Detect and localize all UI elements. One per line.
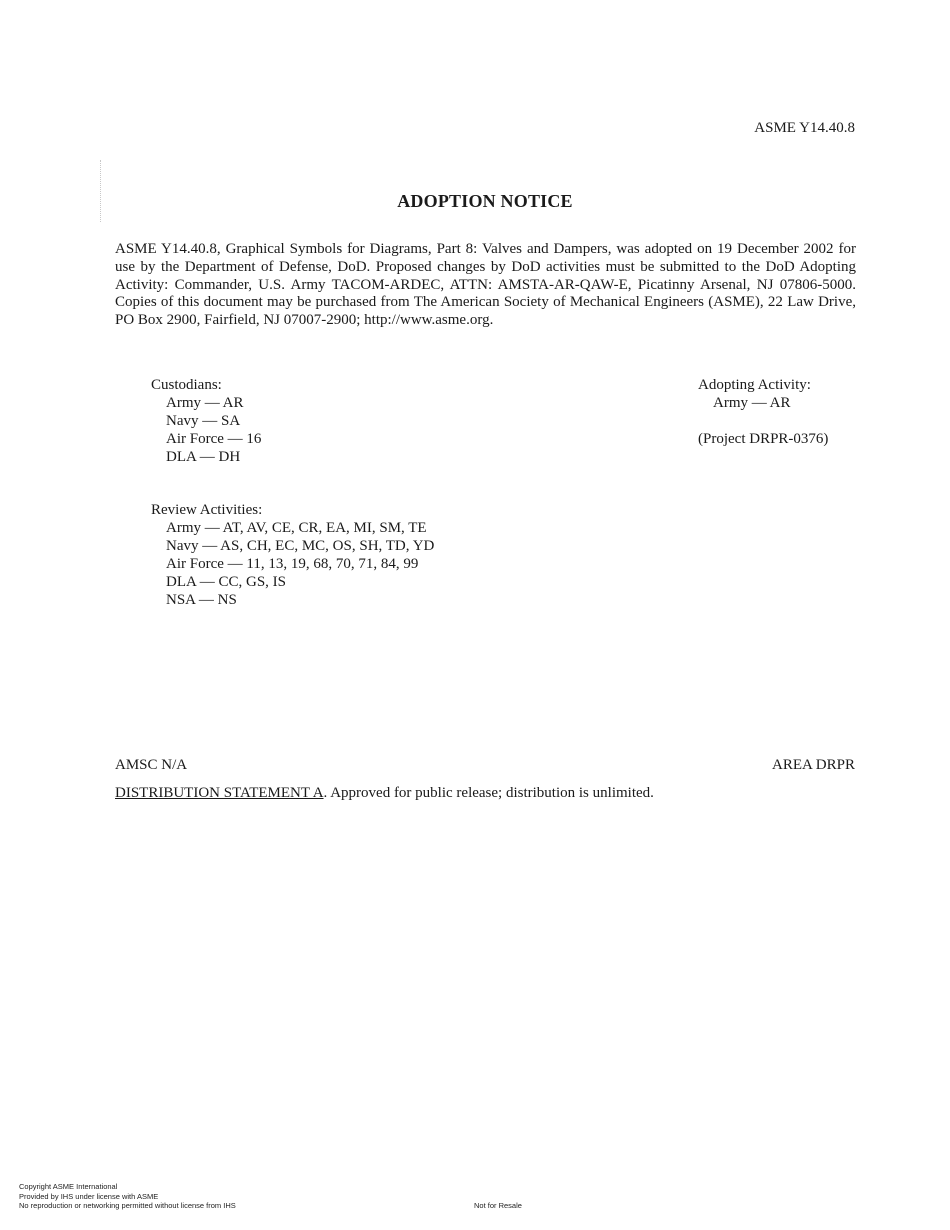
document-id: ASME Y14.40.8: [754, 120, 855, 136]
adopting-activity-heading: Adopting Activity:: [698, 377, 811, 393]
distribution-text: . Approved for public release; distribution is unlimited.: [323, 785, 654, 801]
custodian-item: DLA — DH: [166, 449, 241, 465]
distribution-label: DISTRIBUTION STATEMENT A: [115, 785, 324, 801]
area-label: AREA DRPR: [772, 757, 855, 773]
review-activity-item: Air Force — 11, 13, 19, 68, 70, 71, 84, 99: [166, 556, 419, 572]
review-activities-block: [151, 501, 434, 609]
review-activity-item: Navy — AS, CH, EC, MC, OS, SH, TD, YD: [166, 538, 435, 554]
project-number: (Project DRPR-0376): [698, 431, 829, 447]
custodian-item: Air Force — 16: [166, 431, 262, 447]
custodians-block: [151, 376, 261, 466]
review-activities-heading: Review Activities:: [151, 502, 263, 518]
footer-line: Provided by IHS under license with ASME: [19, 1191, 159, 1201]
footer-copyright: [19, 1182, 236, 1211]
page-title: ADOPTION NOTICE: [397, 191, 573, 211]
amsc-label: AMSC N/A: [115, 757, 188, 773]
footer-not-for-resale: Not for Resale: [474, 1201, 522, 1210]
custodian-item: Navy — SA: [166, 413, 241, 429]
footer-line: No reproduction or networking permitted without license from IHS: [19, 1201, 236, 1210]
adopting-activity-item: Army — AR: [713, 395, 791, 411]
custodian-item: Army — AR: [166, 395, 244, 411]
review-activity-item: NSA — NS: [166, 592, 237, 608]
custodians-heading: Custodians:: [151, 377, 222, 393]
review-activity-item: Army — AT, AV, CE, CR, EA, MI, SM, TE: [166, 520, 427, 536]
adopting-activity-block: [698, 376, 828, 448]
review-activity-item: DLA — CC, GS, IS: [166, 574, 287, 590]
adoption-paragraph: ASME Y14.40.8, Graphical Symbols for Diagrams, Part 8: Valves and Dampers, was adopted on 19 December 2002 for use by the Department of Defense, DoD. Proposed changes by DoD activities must be submitted to the DoD Adopting Activity: Commander, U.S. Army TACOM-ARDEC, ATTN: AMSTA-AR-QAW-E, Picatinny Arsenal, NJ 07806-5000. Copies of this document may be purchased from The American Society of Mechanical Engineers (ASME), 22 Law Drive, PO Box 2900, Fairfield, NJ 07007-2900; http://www.asme.org.: [115, 241, 856, 329]
footer-line: Copyright ASME International: [19, 1182, 118, 1191]
distribution-statement: [115, 785, 654, 802]
